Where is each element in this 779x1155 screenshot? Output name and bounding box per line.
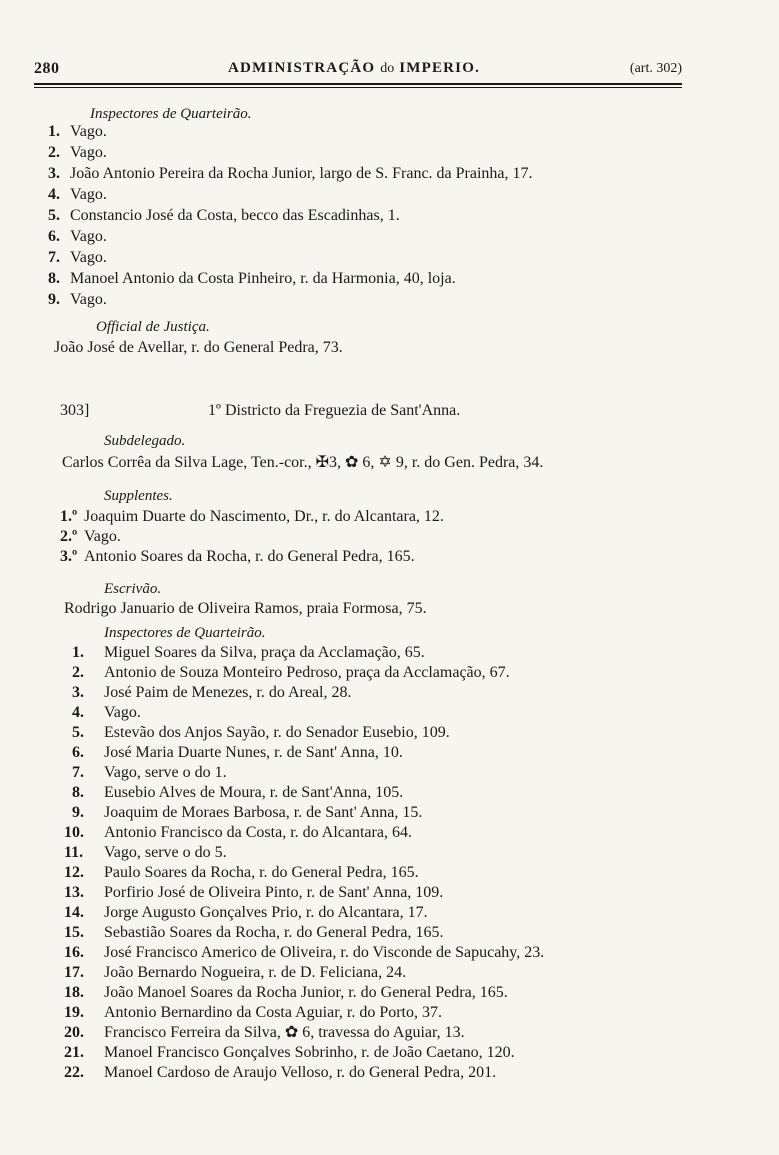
list-item	[64, 1042, 515, 1064]
item-number: 22.	[64, 1064, 84, 1081]
list-item	[72, 782, 403, 804]
item-number: 5.	[72, 724, 84, 741]
page-number: 280	[34, 60, 60, 77]
list-item	[64, 902, 428, 924]
list-item	[48, 121, 107, 143]
item-text: Manoel Antonio da Costa Pinheiro, r. da Harmonia, 40, loja.	[70, 270, 456, 287]
list-item	[48, 268, 456, 290]
list-item	[64, 962, 406, 984]
item-text: Manoel Francisco Gonçalves Sobrinho, r. de João Caetano, 120.	[104, 1044, 515, 1061]
item-text: Vago.	[84, 528, 121, 545]
page-header	[34, 60, 682, 82]
list-item	[60, 526, 121, 548]
list-item	[48, 142, 107, 164]
item-text: Francisco Ferreira da Silva, ✿ 6, travessa do Aguiar, 13.	[104, 1024, 465, 1041]
list-item	[64, 922, 443, 944]
item-number: 18.	[64, 984, 84, 1001]
district-title: 1º Districto da Freguezia de Sant'Anna.	[208, 402, 461, 419]
item-number: 4.	[72, 704, 84, 721]
item-text: Vago.	[70, 249, 107, 266]
header-rule-thin	[34, 87, 682, 88]
list-item	[72, 642, 425, 664]
item-number: 1.	[48, 123, 60, 140]
item-number: 7.	[48, 249, 60, 266]
item-number: 8.	[48, 270, 60, 287]
list-item	[64, 882, 443, 904]
item-number: 6.	[72, 744, 84, 761]
list-item	[72, 702, 141, 724]
list-item	[64, 1022, 465, 1044]
item-text: Vago, serve o do 5.	[104, 844, 227, 861]
item-text: Vago.	[70, 123, 107, 140]
list-item	[72, 722, 450, 744]
item-text: João Manoel Soares da Rocha Junior, r. do General Pedra, 165.	[104, 984, 508, 1001]
item-text: Joaquim Duarte do Nascimento, Dr., r. do Alcantara, 12.	[84, 508, 444, 525]
escrivao-heading: Escrivão.	[104, 581, 162, 597]
item-number: 3.º	[60, 548, 78, 565]
list-item	[48, 163, 533, 185]
item-number: 9.	[72, 804, 84, 821]
item-text: Antonio Francisco da Costa, r. do Alcantara, 64.	[104, 824, 412, 841]
item-number: 2.	[72, 664, 84, 681]
section-b-inspectors-heading: Inspectores de Quarteirão.	[104, 625, 266, 641]
item-number: 9.	[48, 291, 60, 308]
list-item	[48, 247, 107, 269]
list-item	[64, 942, 544, 964]
item-text: Antonio Soares da Rocha, r. do General Pedra, 165.	[84, 548, 415, 565]
list-item	[60, 506, 444, 528]
item-number: 17.	[64, 964, 84, 981]
section-a-inspectors-heading: Inspectores de Quarteirão.	[90, 106, 252, 122]
item-text: João Bernardo Nogueira, r. de D. Feliciana, 24.	[104, 964, 407, 981]
list-item	[64, 1062, 496, 1084]
item-number: 6.	[48, 228, 60, 245]
supplentes-heading: Supplentes.	[104, 488, 173, 504]
item-text: João Antonio Pereira da Rocha Junior, largo de S. Franc. da Prainha, 17.	[70, 165, 533, 182]
list-item	[48, 289, 107, 311]
item-text: Vago.	[70, 186, 107, 203]
item-number: 16.	[64, 944, 84, 961]
item-text: Sebastião Soares da Rocha, r. do General Pedra, 165.	[104, 924, 444, 941]
list-item	[48, 184, 107, 206]
subdelegado-heading: Subdelegado.	[104, 433, 186, 449]
item-number: 15.	[64, 924, 84, 941]
list-item	[72, 802, 422, 824]
official-heading: Official de Justiça.	[96, 319, 210, 335]
list-item	[64, 982, 508, 1004]
item-text: Manoel Cardoso de Araujo Velloso, r. do General Pedra, 201.	[104, 1064, 497, 1081]
item-text: Estevão dos Anjos Sayão, r. do Senador Eusebio, 109.	[104, 724, 450, 741]
item-number: 12.	[64, 864, 84, 881]
escrivao-entry: Rodrigo Januario de Oliveira Ramos, praia Formosa, 75.	[64, 600, 427, 617]
item-text: Miguel Soares da Silva, praça da Acclamação, 65.	[104, 644, 425, 661]
list-item	[72, 742, 403, 764]
item-number: 2.	[48, 144, 60, 161]
list-item	[48, 226, 107, 248]
list-item	[60, 546, 415, 568]
item-text: Vago.	[70, 144, 107, 161]
item-text: Joaquim de Moraes Barbosa, r. de Sant' Anna, 15.	[104, 804, 423, 821]
item-text: Constancio José da Costa, becco das Escadinhas, 1.	[70, 207, 400, 224]
item-text: Vago, serve o do 1.	[104, 764, 227, 781]
running-title-main: ADMINISTRAÇÃO	[228, 60, 376, 76]
item-text: José Maria Duarte Nunes, r. de Sant' Anna, 10.	[104, 744, 403, 761]
item-text: José Francisco Americo de Oliveira, r. do Visconde de Sapucahy, 23.	[104, 944, 545, 961]
item-text: José Paim de Menezes, r. do Areal, 28.	[104, 684, 352, 701]
official-entry: João José de Avellar, r. do General Pedra, 73.	[54, 339, 343, 356]
item-number: 14.	[64, 904, 84, 921]
item-number: 7.	[72, 764, 84, 781]
article-reference: 303]	[60, 402, 90, 419]
running-title-end: IMPERIO.	[399, 60, 481, 76]
item-number: 1.º	[60, 508, 78, 525]
list-item	[48, 205, 400, 227]
item-number: 3.	[48, 165, 60, 182]
item-number: 11.	[64, 844, 84, 861]
list-item	[64, 822, 412, 844]
item-number: 3.	[72, 684, 84, 701]
list-item	[72, 682, 352, 704]
item-text: Antonio Bernardino da Costa Aguiar, r. do Porto, 37.	[104, 1004, 442, 1021]
item-number: 19.	[64, 1004, 84, 1021]
item-number: 4.	[48, 186, 60, 203]
list-item	[72, 662, 510, 684]
item-number: 5.	[48, 207, 60, 224]
article-marker: (art. 302)	[629, 61, 682, 76]
item-number: 21.	[64, 1044, 84, 1061]
item-number: 13.	[64, 884, 84, 901]
running-title-de: do	[380, 61, 395, 76]
item-number: 20.	[64, 1024, 84, 1041]
item-text: Eusebio Alves de Moura, r. de Sant'Anna, 105.	[104, 784, 404, 801]
header-rule	[34, 83, 682, 85]
item-text: Vago.	[70, 291, 107, 308]
item-number: 10.	[64, 824, 84, 841]
list-item	[64, 842, 227, 864]
item-text: Vago.	[70, 228, 107, 245]
item-number: 8.	[72, 784, 84, 801]
item-number: 1.	[72, 644, 84, 661]
item-text: Antonio de Souza Monteiro Pedroso, praça da Acclamação, 67.	[104, 664, 510, 681]
item-text: Vago.	[104, 704, 141, 721]
item-text: Paulo Soares da Rocha, r. do General Pedra, 165.	[104, 864, 419, 881]
list-item	[64, 862, 419, 884]
item-text: Jorge Augusto Gonçalves Prio, r. do Alcantara, 17.	[104, 904, 428, 921]
item-text: Porfirio José de Oliveira Pinto, r. de Sant' Anna, 109.	[104, 884, 444, 901]
list-item	[64, 1002, 442, 1024]
subdelegado-entry: Carlos Corrêa da Silva Lage, Ten.-cor., ✠3, ✿ 6, ✡ 9, r. do Gen. Pedra, 34.	[62, 454, 544, 471]
running-title	[228, 60, 480, 77]
item-number: 2.º	[60, 528, 78, 545]
list-item	[72, 762, 227, 784]
